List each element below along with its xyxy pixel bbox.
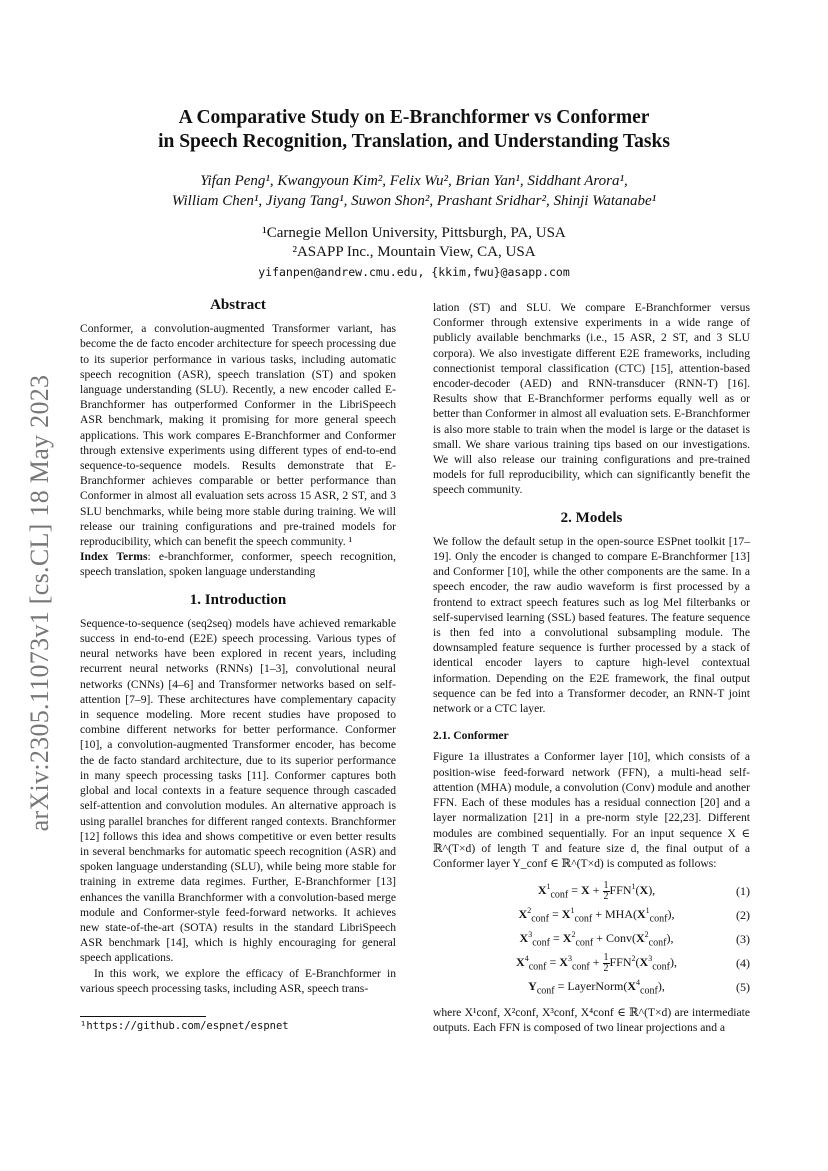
author-list: Yifan Peng¹, Kwangyoun Kim², Felix Wu², Brian Yan¹, Siddhant Arora¹, William Chen¹, Jiyang Tang¹, Suwon Shon², Prashant Sridhar², Shinji Watanabe¹ bbox=[171, 173, 657, 209]
author-emails: yifanpen@andrew.cmu.edu, {kkim,fwu}@asapp.com bbox=[258, 265, 570, 279]
arxiv-stamp: arXiv:2305.11073v1 [cs.CL] 18 May 2023 bbox=[25, 374, 54, 832]
equation-5: $Y_{conf}$ = $LayerNorm(X^4_{conf})$, (5) bbox=[528, 978, 750, 997]
intro-continued: lation (ST) and SLU. We compare E-Branchformer versus Conformer through extensive experiments in a wide range of publicly available benchmarks (i.e., 15 ASR, 2 ST, and 3 SLU corpora). We also investigate different E2E frameworks, including connectionist temporal classification (CTC) [15], attention-based encoder-decoder (AED) and RNN-transducer (RNN-T) [16]. Results show that E-Branchformer performs equally well as or better than Conformer in almost all evaluation sets. E-Branchformer is also more stable to train when the model is large or the dataset is small. We share various training tips based on our investigations. We will also release our training configurations and pre-trained models for full reproducibility, which can significantly benefit the speech community. bbox=[433, 301, 750, 497]
intro-paragraph-1: Sequence-to-sequence (seq2seq) models have achieved remarkable success in end-to-end (E2E) speech processing. Various types of neural networks have been explored in recent years, including recurrent neural networks (RNNs) [1–3], convolutional neural networks (CNNs) [4–6] and Transformer networks based on self-attention [7–9]. These architectures have complementary capacity in sequence modeling. More recent studies have proposed to combine different networks for better performance. Conformer [10], a convolution-augmented Transformer encoder, has become the de facto standard architecture, due to its superior performance in many speech processing tasks [11]. Conformer captures both global and local contexts in a feature sequence through cascaded self-attention and convolution modules. An alternative approach is using parallel branches for different ranged contexts. Branchformer [12] follows this idea and shows competitive or even better results in several benchmarks for automatic speech recognition (ASR) and spoken language understanding (SLU), while being more stable for training in extreme data regimes. Further, E-Branchformer [13] enhances the vanilla Branchformer with a convolution-based merge module and Conformer-style feed-forward networks. It achieves new state-of-the-art (SOTA) results in the standard LibriSpeech ASR benchmark [14], which is highly encouraging for general speech applications. bbox=[80, 616, 396, 965]
right-column bbox=[433, 300, 750, 1036]
footnote-rule bbox=[80, 1016, 206, 1017]
intro-paragraph-2: In this work, we explore the efficacy of E-Branchformer in various speech processing tasks, including ASR, speech trans- bbox=[80, 966, 396, 995]
equation-1: $X^1_{conf} = X$ + $\frac{1}{2}$ FFN$^1$(X), (1) bbox=[537, 880, 750, 903]
abstract-text: Conformer, a convolution-augmented Transformer variant, has become the de facto encoder architecture for speech processing due to its superior performance in various tasks, including automatic speech recognition (ASR), speech translation (ST) and spoken language understanding (SLU). Recently, a new encoder called E-Branchformer has outperformed Conformer in the LibriSpeech ASR benchmark, making it promising for more general speech applications. This work compares E-Branchformer and Conformer through extensive experiments using different types of end-to-end sequence-to-sequence models. Results demonstrate that E-Branchformer achieves comparable or better performance than Conformer in almost all evaluation sets across 15 ASR, 2 ST, and 3 SLU benchmarks, while being more stable during training. We will release our training configurations and pre-trained models for reproducibility, which can benefit the speech community. ¹ bbox=[80, 322, 396, 549]
models-heading: 2. Models bbox=[560, 509, 623, 526]
models-paragraph: We follow the default setup in the open-source ESPnet toolkit [17–19]. Only the encoder is changed to compare E-Branchformer [13] and Conformer [10], while the other components are the same. In a speech encoder, the raw audio waveform is first processed by a frontend to extract speech features such as log Mel filterbanks or self-supervised learning (SSL) based features. The feature sequence is then fed into a convolutional subsampling module. The downsampled feature sequence is further processed by a stack of identical encoder layers to capture high-level contextual information. Depending on the E2E framework, the final output sequence can be fed into a Transformer decoder, an RNN-T joint network or a CTC layer. bbox=[433, 534, 750, 716]
footnote-link[interactable]: ¹https://github.com/espnet/espnet bbox=[80, 1020, 289, 1032]
paper-title: A Comparative Study on E-Branchformer vs Conformer in Speech Recognition, Translation, and Understanding Tasks bbox=[158, 107, 670, 152]
affiliations: ¹Carnegie Mellon University, Pittsburgh, PA, USA ²ASAPP Inc., Mountain View, CA, USA bbox=[262, 225, 566, 260]
equation-2: $X^2_{conf} = X^1_{conf} + MHA(X^1_{conf})$, (2) bbox=[518, 906, 750, 925]
index-terms: Index Terms: e-branchformer, conformer, speech recognition, speech translation, spoken language understanding bbox=[80, 550, 396, 579]
after-equations-text: where X¹conf, X²conf, X³conf, X⁴conf ∈ ℝ^(T×d) are intermediate outputs. Each FFN is composed of two linear projections and a bbox=[433, 1006, 750, 1035]
equation-3: $X^3_{conf} = X^2_{conf}$ + $Conv(X^2_{conf})$, (3) bbox=[519, 930, 750, 949]
left-column bbox=[80, 298, 396, 996]
intro-heading: 1. Introduction bbox=[189, 591, 287, 608]
conformer-heading: 2.1. Conformer bbox=[433, 729, 509, 743]
abstract-heading: Abstract bbox=[210, 297, 266, 313]
equation-4: $X^4_{conf} = X^3_{conf}$ + $\frac{1}{2}$ $FFN^2(X^3_{conf})$, (4) bbox=[516, 952, 750, 975]
conformer-paragraph: Figure 1a illustrates a Conformer layer [10], which consists of a position-wise feed-forward network (FFN), a multi-head self-attention (MHA) module, a convolution (Conv) module and another FFN. Each of these modules has a residual connection [20] and a layer normalization [21] in a pre-norm style [22,23]. Different modules are combined sequentially. For an input sequence X ∈ ℝ^(T×d) of length T and feature size d, the final output of a Conformer layer Y_conf ∈ ℝ^(T×d) is computed as follows: bbox=[433, 750, 750, 870]
equations bbox=[433, 879, 750, 999]
